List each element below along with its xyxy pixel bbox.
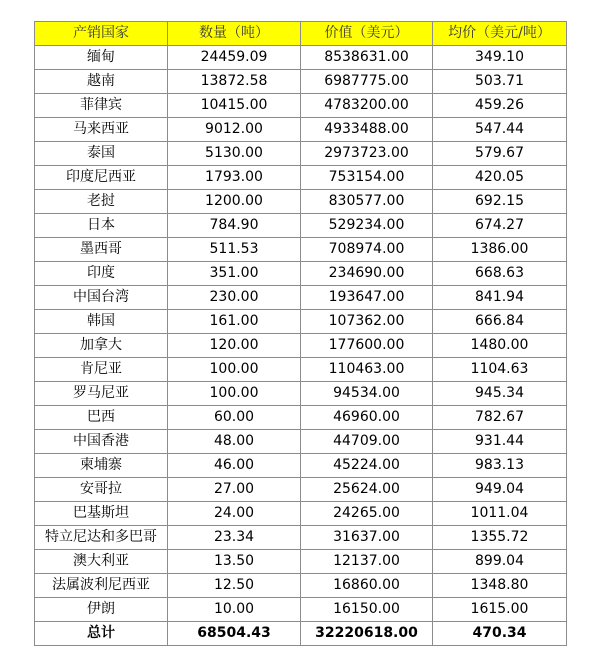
- table-header: [35, 22, 567, 46]
- cell-value: 753154.00: [301, 166, 433, 190]
- cell-quantity: 5130.00: [168, 142, 301, 166]
- cell-country: 罗马尼亚: [35, 382, 168, 406]
- header-quantity: 数量（吨）: [168, 22, 301, 46]
- cell-value: 31637.00: [301, 526, 433, 550]
- cell-country: 缅甸: [35, 46, 168, 70]
- cell-average-price: 945.34: [433, 382, 567, 406]
- cell-average-price: 1615.00: [433, 598, 567, 622]
- cell-average-price: 547.44: [433, 118, 567, 142]
- table-row: [35, 118, 567, 142]
- cell-value: 25624.00: [301, 478, 433, 502]
- cell-value: 234690.00: [301, 262, 433, 286]
- cell-quantity: 48.00: [168, 430, 301, 454]
- cell-country: 马来西亚: [35, 118, 168, 142]
- total-label: 总计: [35, 622, 168, 646]
- table-row: [35, 238, 567, 262]
- total-quantity: 68504.43: [168, 622, 301, 646]
- cell-country: 中国台湾: [35, 286, 168, 310]
- cell-quantity: 100.00: [168, 358, 301, 382]
- cell-quantity: 9012.00: [168, 118, 301, 142]
- cell-quantity: 23.34: [168, 526, 301, 550]
- cell-country: 肯尼亚: [35, 358, 168, 382]
- cell-quantity: 24459.09: [168, 46, 301, 70]
- table-row: [35, 46, 567, 70]
- cell-value: 24265.00: [301, 502, 433, 526]
- table-row: [35, 358, 567, 382]
- cell-quantity: 10.00: [168, 598, 301, 622]
- cell-value: 193647.00: [301, 286, 433, 310]
- table-row: [35, 166, 567, 190]
- table-row: [35, 310, 567, 334]
- cell-country: 墨西哥: [35, 238, 168, 262]
- cell-country: 菲律宾: [35, 94, 168, 118]
- cell-quantity: 60.00: [168, 406, 301, 430]
- table-row: [35, 286, 567, 310]
- cell-quantity: 12.50: [168, 574, 301, 598]
- cell-average-price: 1386.00: [433, 238, 567, 262]
- cell-quantity: 13.50: [168, 550, 301, 574]
- table-row: [35, 262, 567, 286]
- cell-quantity: 1793.00: [168, 166, 301, 190]
- total-value: 32220618.00: [301, 622, 433, 646]
- cell-quantity: 351.00: [168, 262, 301, 286]
- cell-quantity: 161.00: [168, 310, 301, 334]
- cell-quantity: 46.00: [168, 454, 301, 478]
- cell-country: 泰国: [35, 142, 168, 166]
- trade-table-container: [34, 21, 567, 646]
- cell-value: 107362.00: [301, 310, 433, 334]
- table-row: [35, 598, 567, 622]
- cell-value: 4783200.00: [301, 94, 433, 118]
- cell-quantity: 10415.00: [168, 94, 301, 118]
- cell-average-price: 459.26: [433, 94, 567, 118]
- cell-average-price: 420.05: [433, 166, 567, 190]
- cell-average-price: 579.67: [433, 142, 567, 166]
- cell-value: 12137.00: [301, 550, 433, 574]
- cell-country: 澳大利亚: [35, 550, 168, 574]
- header-average-price: 均价（美元/吨）: [433, 22, 567, 46]
- cell-value: 16150.00: [301, 598, 433, 622]
- cell-country: 巴基斯坦: [35, 502, 168, 526]
- table-row: [35, 142, 567, 166]
- header-country: 产销国家: [35, 22, 168, 46]
- cell-value: 16860.00: [301, 574, 433, 598]
- cell-value: 45224.00: [301, 454, 433, 478]
- table-footer: [35, 622, 567, 646]
- cell-country: 印度尼西亚: [35, 166, 168, 190]
- cell-quantity: 230.00: [168, 286, 301, 310]
- table-row: [35, 382, 567, 406]
- cell-country: 中国香港: [35, 430, 168, 454]
- cell-value: 94534.00: [301, 382, 433, 406]
- cell-average-price: 841.94: [433, 286, 567, 310]
- cell-average-price: 666.84: [433, 310, 567, 334]
- cell-value: 44709.00: [301, 430, 433, 454]
- trade-table: [34, 21, 567, 646]
- cell-value: 8538631.00: [301, 46, 433, 70]
- cell-average-price: 1348.80: [433, 574, 567, 598]
- cell-country: 法属波利尼西亚: [35, 574, 168, 598]
- cell-country: 越南: [35, 70, 168, 94]
- cell-country: 韩国: [35, 310, 168, 334]
- cell-country: 加拿大: [35, 334, 168, 358]
- table-row: [35, 430, 567, 454]
- table-row: [35, 574, 567, 598]
- table-row: [35, 454, 567, 478]
- table-row: [35, 478, 567, 502]
- cell-value: 177600.00: [301, 334, 433, 358]
- cell-value: 2973723.00: [301, 142, 433, 166]
- cell-country: 特立尼达和多巴哥: [35, 526, 168, 550]
- cell-average-price: 949.04: [433, 478, 567, 502]
- cell-value: 830577.00: [301, 190, 433, 214]
- table-row: [35, 334, 567, 358]
- cell-quantity: 27.00: [168, 478, 301, 502]
- cell-average-price: 899.04: [433, 550, 567, 574]
- table-row: [35, 550, 567, 574]
- cell-value: 6987775.00: [301, 70, 433, 94]
- total-row: [35, 622, 567, 646]
- header-value: 价值（美元）: [301, 22, 433, 46]
- cell-quantity: 120.00: [168, 334, 301, 358]
- cell-value: 46960.00: [301, 406, 433, 430]
- cell-average-price: 983.13: [433, 454, 567, 478]
- cell-country: 日本: [35, 214, 168, 238]
- cell-country: 巴西: [35, 406, 168, 430]
- cell-quantity: 784.90: [168, 214, 301, 238]
- table-row: [35, 214, 567, 238]
- cell-quantity: 511.53: [168, 238, 301, 262]
- table-body: [35, 46, 567, 622]
- cell-quantity: 100.00: [168, 382, 301, 406]
- cell-quantity: 13872.58: [168, 70, 301, 94]
- table-row: [35, 406, 567, 430]
- cell-country: 柬埔寨: [35, 454, 168, 478]
- total-average-price: 470.34: [433, 622, 567, 646]
- cell-average-price: 1355.72: [433, 526, 567, 550]
- cell-value: 4933488.00: [301, 118, 433, 142]
- cell-country: 安哥拉: [35, 478, 168, 502]
- cell-country: 老挝: [35, 190, 168, 214]
- cell-value: 529234.00: [301, 214, 433, 238]
- cell-average-price: 1104.63: [433, 358, 567, 382]
- cell-average-price: 1011.04: [433, 502, 567, 526]
- header-row: [35, 22, 567, 46]
- cell-average-price: 349.10: [433, 46, 567, 70]
- table-row: [35, 502, 567, 526]
- cell-value: 708974.00: [301, 238, 433, 262]
- cell-country: 伊朗: [35, 598, 168, 622]
- cell-average-price: 931.44: [433, 430, 567, 454]
- cell-average-price: 692.15: [433, 190, 567, 214]
- cell-quantity: 24.00: [168, 502, 301, 526]
- table-row: [35, 190, 567, 214]
- cell-average-price: 1480.00: [433, 334, 567, 358]
- table-row: [35, 526, 567, 550]
- cell-average-price: 674.27: [433, 214, 567, 238]
- cell-quantity: 1200.00: [168, 190, 301, 214]
- cell-value: 110463.00: [301, 358, 433, 382]
- cell-average-price: 668.63: [433, 262, 567, 286]
- cell-average-price: 782.67: [433, 406, 567, 430]
- table-row: [35, 94, 567, 118]
- table-row: [35, 70, 567, 94]
- cell-country: 印度: [35, 262, 168, 286]
- cell-average-price: 503.71: [433, 70, 567, 94]
